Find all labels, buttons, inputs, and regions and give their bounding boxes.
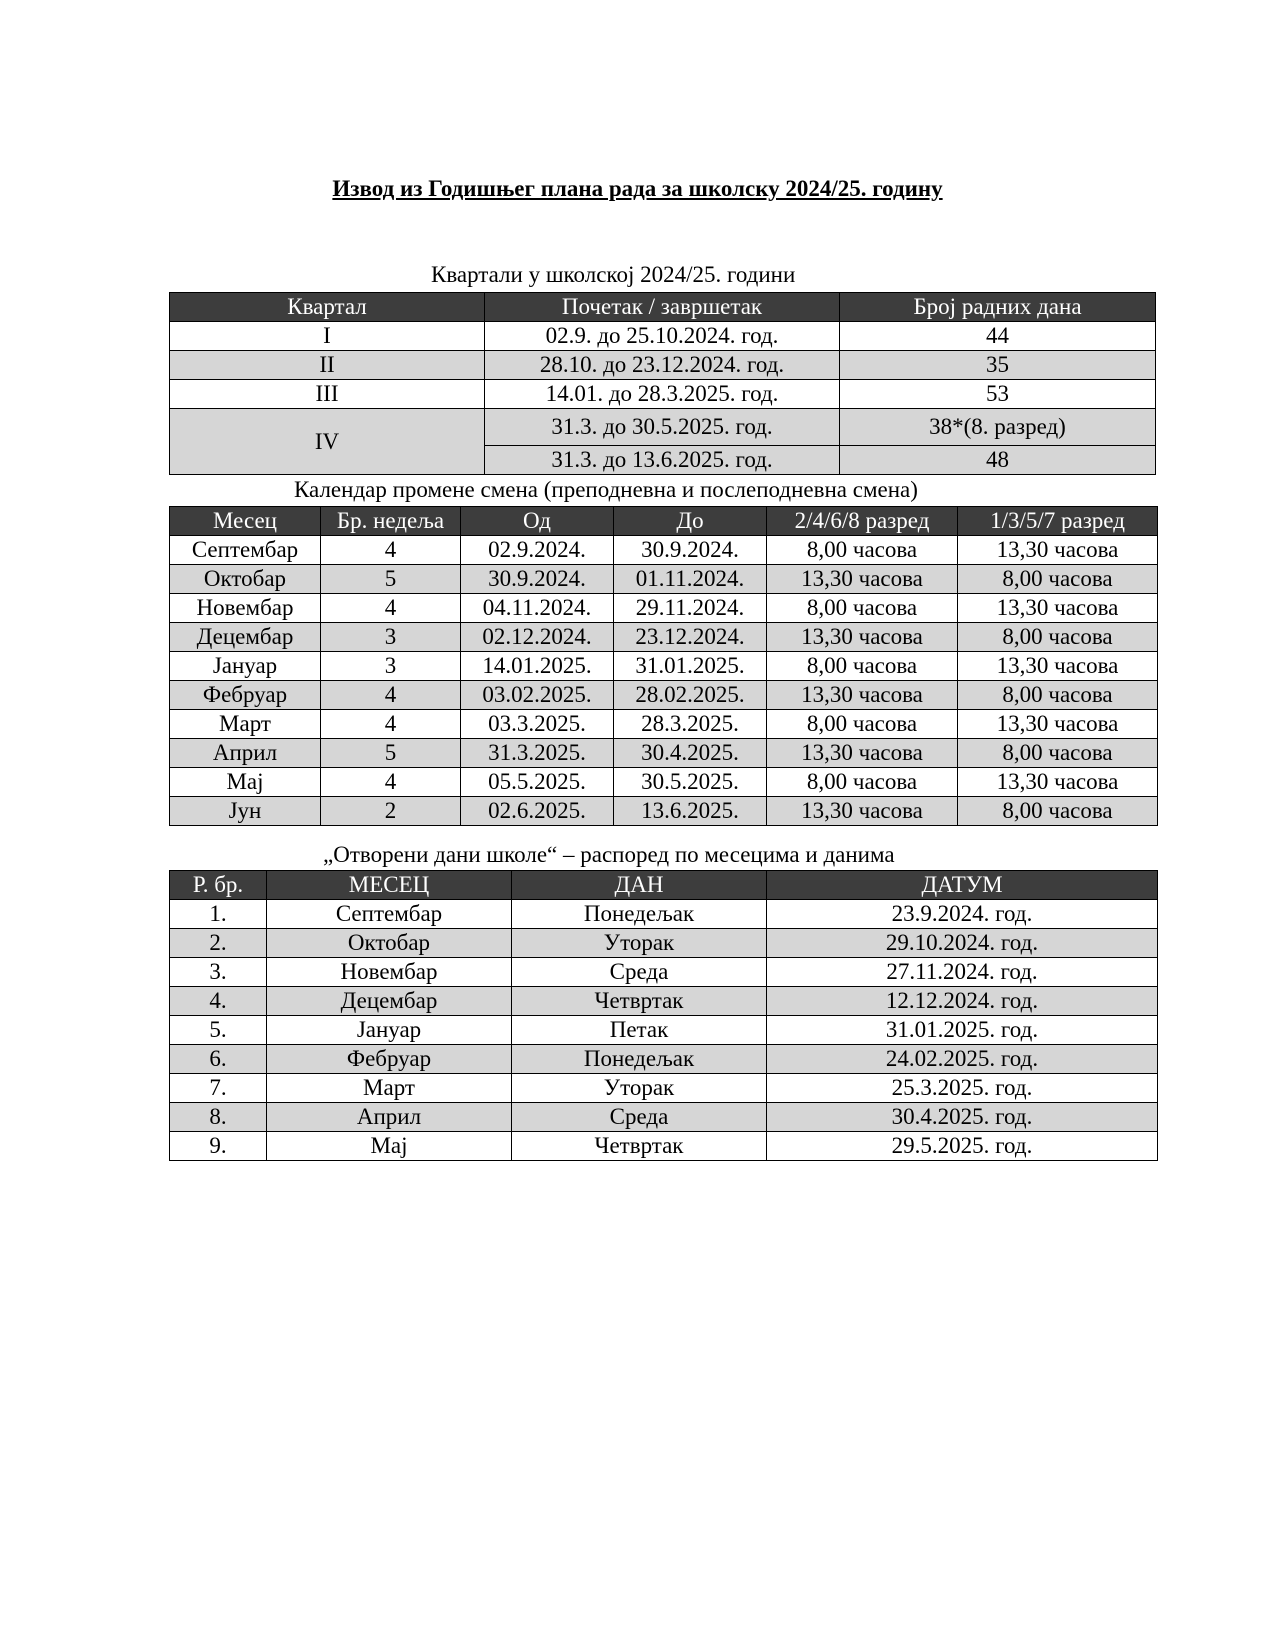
table-cell: 8,00 часова [958,623,1158,652]
table-row [170,322,1156,351]
smene-table [169,506,1158,826]
column-header: До [614,507,767,536]
table-cell: 5 [321,565,461,594]
table-cell: 03.02.2025. [461,681,614,710]
table-cell: 13,30 часова [958,594,1158,623]
cell-kvartal: III [170,380,485,409]
table-cell: 05.5.2025. [461,768,614,797]
table-row [170,987,1158,1016]
table-cell: 5 [321,739,461,768]
table-cell: 31.01.2025. год. [767,1016,1158,1045]
cell-kvartal: I [170,322,485,351]
smene-caption: Календар промене смена (преподневна и послеподневна смена) [294,477,918,502]
table-cell: Март [267,1074,512,1103]
document-title: Извод из Годишњег плана рада за школску 2024/25. годину [332,176,943,201]
table-row [170,900,1158,929]
table-cell: 29.5.2025. год. [767,1132,1158,1161]
table-cell: Мај [267,1132,512,1161]
table-cell: Март [170,710,321,739]
table-cell: 02.9.2024. [461,536,614,565]
table-cell: 4 [321,710,461,739]
table-cell: 8,00 часова [767,594,958,623]
table-cell: Јануар [170,652,321,681]
cell-period: 02.9. до 25.10.2024. год. [485,322,840,351]
table-cell: 31.3.2025. [461,739,614,768]
table-cell: Јануар [267,1016,512,1045]
table-cell: Понедељак [512,1045,767,1074]
otvoreni-caption: „Отворени дани школе“ – распоред по месецима и данима [323,842,895,867]
table-cell: 13,30 часова [767,623,958,652]
cell-dana: 44 [840,322,1156,351]
table-cell: 29.11.2024. [614,594,767,623]
otvoreni-dani-table [169,870,1158,1161]
column-header: 1/3/5/7 разред [958,507,1158,536]
table-cell: 4 [321,681,461,710]
table-cell: 12.12.2024. год. [767,987,1158,1016]
column-header: Од [461,507,614,536]
table-cell: 8,00 часова [767,652,958,681]
kvartali-caption: Квартали у школској 2024/25. години [431,262,796,287]
column-header: ДАН [512,871,767,900]
table-cell: 4. [170,987,267,1016]
table-cell: Новембар [267,958,512,987]
table-cell: 13,30 часова [958,768,1158,797]
table-cell: Јун [170,797,321,826]
column-header: Месец [170,507,321,536]
table-cell: 13,30 часова [958,652,1158,681]
table-row [170,958,1158,987]
table-cell: Септембар [267,900,512,929]
table-cell: 30.9.2024. [614,536,767,565]
table-row [170,594,1158,623]
table-row [170,1016,1158,1045]
table-cell: 3 [321,623,461,652]
table-cell: Четвртак [512,987,767,1016]
table-cell: 8,00 часова [958,797,1158,826]
table-cell: 3. [170,958,267,987]
table-cell: 30.9.2024. [461,565,614,594]
table-cell: 30.4.2025. [614,739,767,768]
table-cell: 02.6.2025. [461,797,614,826]
table-row [170,536,1158,565]
table-cell: 8,00 часова [767,536,958,565]
table-cell: 13,30 часова [767,739,958,768]
table-cell: 03.3.2025. [461,710,614,739]
table-cell: 2. [170,929,267,958]
cell-period: 31.3. до 13.6.2025. год. [485,446,840,475]
table-cell: Понедељак [512,900,767,929]
table-cell: 8,00 часова [958,681,1158,710]
table-cell: 23.9.2024. год. [767,900,1158,929]
table-cell: 23.12.2024. [614,623,767,652]
column-header: Р. бр. [170,871,267,900]
table-cell: Октобар [267,929,512,958]
table-cell: 29.10.2024. год. [767,929,1158,958]
table-cell: 13,30 часова [958,710,1158,739]
column-header-kvartal: Квартал [170,293,485,322]
table-cell: 04.11.2024. [461,594,614,623]
table-row [170,351,1156,380]
table-row [170,1103,1158,1132]
column-header: МЕСЕЦ [267,871,512,900]
table-cell: 28.02.2025. [614,681,767,710]
table-cell: 02.12.2024. [461,623,614,652]
table-row [170,565,1158,594]
table-row [170,797,1158,826]
table-cell: 8,00 часова [958,739,1158,768]
table-row [170,1132,1158,1161]
table-cell: 3 [321,652,461,681]
table-cell: Децембар [170,623,321,652]
table-header-row [170,293,1156,322]
table-cell: 8,00 часова [958,565,1158,594]
table-row [170,681,1158,710]
table-cell: Мај [170,768,321,797]
table-cell: 31.01.2025. [614,652,767,681]
table-cell: 13,30 часова [767,797,958,826]
table-cell: Децембар [267,987,512,1016]
table-header-row [170,871,1158,900]
table-cell: Фебруар [267,1045,512,1074]
table-row [170,739,1158,768]
column-header: ДАТУМ [767,871,1158,900]
table-cell: 25.3.2025. год. [767,1074,1158,1103]
table-cell: 2 [321,797,461,826]
table-row [170,652,1158,681]
table-row [170,1074,1158,1103]
table-cell: 13,30 часова [958,536,1158,565]
table-cell: Април [170,739,321,768]
table-cell: 8. [170,1103,267,1132]
cell-dana: 35 [840,351,1156,380]
cell-dana: 48 [840,446,1156,475]
cell-dana: 38*(8. разред) [840,409,1156,446]
table-row [170,929,1158,958]
table-cell: 28.3.2025. [614,710,767,739]
cell-kvartal: II [170,351,485,380]
table-cell: Четвртак [512,1132,767,1161]
column-header: Бр. недеља [321,507,461,536]
kvartali-table [169,292,1156,475]
table-row [170,380,1156,409]
cell-kvartal: IV [170,409,485,475]
table-row [170,768,1158,797]
table-cell: 30.4.2025. год. [767,1103,1158,1132]
cell-period: 14.01. до 28.3.2025. год. [485,380,840,409]
table-row [170,623,1158,652]
table-cell: Октобар [170,565,321,594]
table-cell: 4 [321,594,461,623]
table-row [170,409,1156,446]
table-cell: 4 [321,536,461,565]
table-cell: 9. [170,1132,267,1161]
table-cell: 1. [170,900,267,929]
table-cell: 13,30 часова [767,681,958,710]
table-cell: 30.5.2025. [614,768,767,797]
table-cell: Април [267,1103,512,1132]
table-cell: Среда [512,1103,767,1132]
table-cell: 13,30 часова [767,565,958,594]
cell-period: 31.3. до 30.5.2025. год. [485,409,840,446]
table-cell: 14.01.2025. [461,652,614,681]
cell-period: 28.10. до 23.12.2024. год. [485,351,840,380]
table-cell: Среда [512,958,767,987]
table-cell: Септембар [170,536,321,565]
table-cell: Новембар [170,594,321,623]
table-cell: 24.02.2025. год. [767,1045,1158,1074]
column-header-dana: Број радних дана [840,293,1156,322]
table-cell: 01.11.2024. [614,565,767,594]
table-cell: Уторак [512,929,767,958]
table-cell: 13.6.2025. [614,797,767,826]
table-row [170,1045,1158,1074]
column-header: 2/4/6/8 разред [767,507,958,536]
table-cell: Уторак [512,1074,767,1103]
table-cell: 8,00 часова [767,710,958,739]
column-header-period: Почетак / завршетак [485,293,840,322]
table-cell: 27.11.2024. год. [767,958,1158,987]
table-cell: 8,00 часова [767,768,958,797]
table-header-row [170,507,1158,536]
table-cell: 5. [170,1016,267,1045]
table-cell: Фебруар [170,681,321,710]
table-cell: 4 [321,768,461,797]
table-cell: Петак [512,1016,767,1045]
table-cell: 7. [170,1074,267,1103]
table-cell: 6. [170,1045,267,1074]
table-row [170,710,1158,739]
cell-dana: 53 [840,380,1156,409]
